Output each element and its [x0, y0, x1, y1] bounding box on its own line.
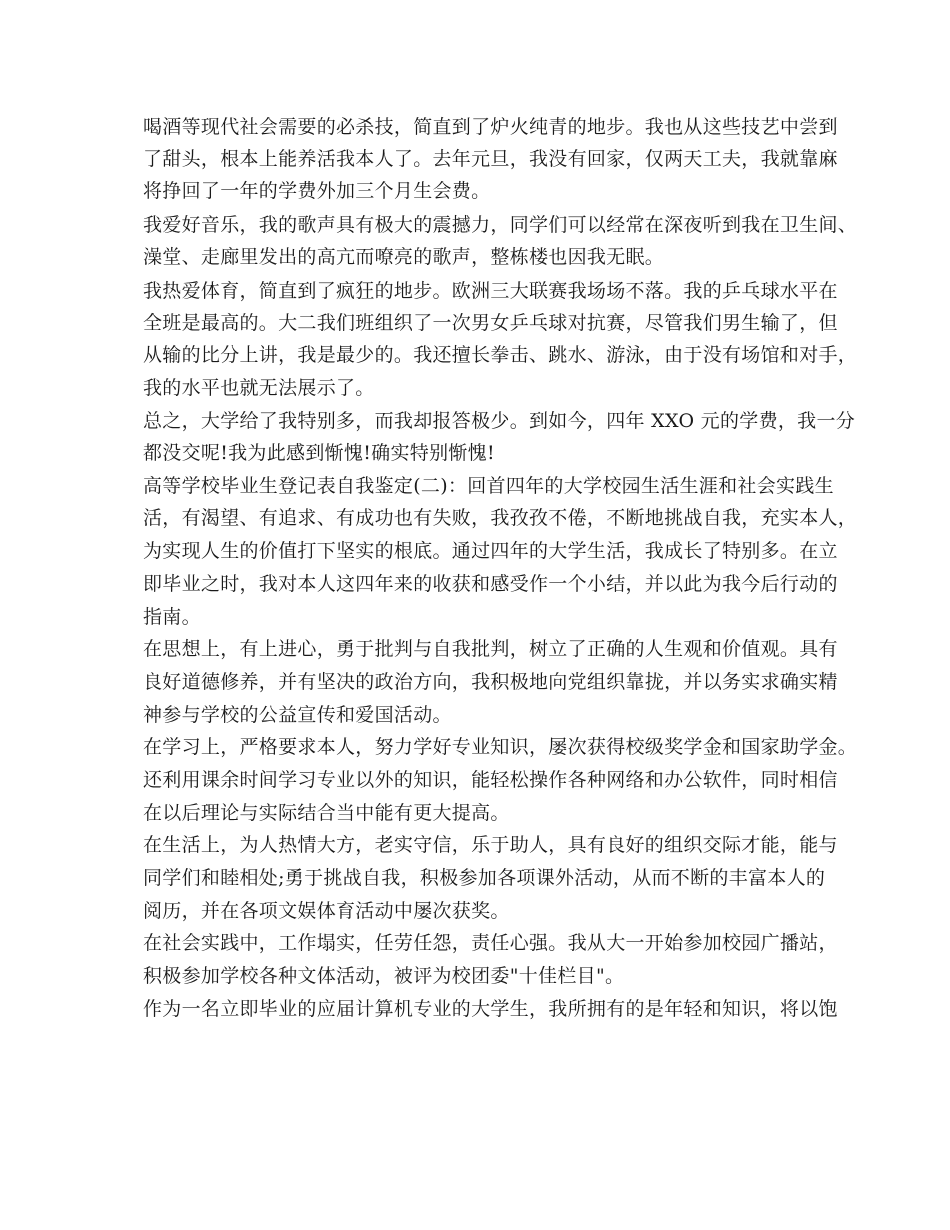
text-line: 喝酒等现代社会需要的必杀技，简直到了炉火纯青的地步。我也从这些技艺中尝到	[143, 116, 838, 138]
text-line: 作为一名立即毕业的应届计算机专业的大学生，我所拥有的是年轻和知识，将以饱	[143, 998, 838, 1020]
text-line: 同学们和睦相处;勇于挑战自我，积极参加各项课外活动，从而不断的丰富本人的	[143, 867, 826, 889]
text-line: 在社会实践中，工作塌实，任劳任怨，责任心强。我从大一开始参加校园广播站，	[143, 932, 838, 954]
text-line: 阅历，并在各项文娱体育活动中屡次获奖。	[143, 900, 510, 922]
text-line: 我的水平也就无法展示了。	[143, 377, 375, 399]
text-line: 全班是最高的。大二我们班组织了一次男女乒乓球对抗赛，尽管我们男生输了，但	[143, 312, 838, 334]
text-line: 总之，大学给了我特别多，而我却报答极少。到如今，四年 XXO 元的学费，我一分	[143, 410, 856, 432]
text-line: 积极参加学校各种文体活动，被评为校团委"十佳栏目"。	[143, 965, 625, 987]
text-line: 指南。	[143, 606, 201, 628]
text-line: 从输的比分上讲，我是最少的。我还擅长拳击、跳水、游泳，由于没有场馆和对手，	[143, 344, 858, 366]
text-line: 在思想上，有上进心，勇于批判与自我批判，树立了正确的人生观和价值观。具有	[143, 638, 838, 660]
text-line: 了甜头，根本上能养活我本人了。去年元旦，我没有回家，仅两天工夫，我就靠麻	[143, 148, 838, 170]
text-line: 即毕业之时，我对本人这四年来的收获和感受作一个小结，并以此为我今后行动的	[143, 573, 838, 595]
text-line: 高等学校毕业生登记表自我鉴定(二)：回首四年的大学校园生活生涯和社会实践生	[143, 475, 834, 497]
text-line: 为实现人生的价值打下坚实的根底。通过四年的大学生活，我成长了特别多。在立	[143, 540, 838, 562]
text-line: 我热爱体育，简直到了疯狂的地步。欧洲三大联赛我场场不落。我的乒乓球水平在	[143, 280, 838, 302]
text-line: 在生活上，为人热情大方，老实守信，乐于助人，具有良好的组织交际才能，能与	[143, 834, 838, 856]
text-line: 我爱好音乐，我的歌声具有极大的震撼力，同学们可以经常在深夜听到我在卫生间、	[143, 214, 858, 236]
text-line: 还利用课余时间学习专业以外的知识，能轻松操作各种网络和办公软件，同时相信	[143, 769, 838, 791]
text-line: 都没交呢!我为此感到惭愧!确实特别惭愧!	[143, 442, 495, 464]
text-line: 神参与学校的公益宣传和爱国活动。	[143, 704, 452, 726]
text-line: 澡堂、走廊里发出的高亢而嘹亮的歌声，整栋楼也因我无眠。	[143, 246, 665, 268]
text-line: 在以后理论与实际结合当中能有更大提高。	[143, 802, 510, 824]
text-line: 活，有渴望、有追求、有成功也有失败，我孜孜不倦，不断地挑战自我，充实本人，	[143, 507, 858, 529]
text-line: 将挣回了一年的学费外加三个月生会费。	[143, 180, 491, 202]
text-line: 在学习上，严格要求本人，努力学好专业知识，屡次获得校级奖学金和国家助学金。	[143, 736, 858, 758]
text-line: 良好道德修养，并有坚决的政治方向，我积极地向党组织靠拢，并以务实求确实精	[143, 671, 838, 693]
